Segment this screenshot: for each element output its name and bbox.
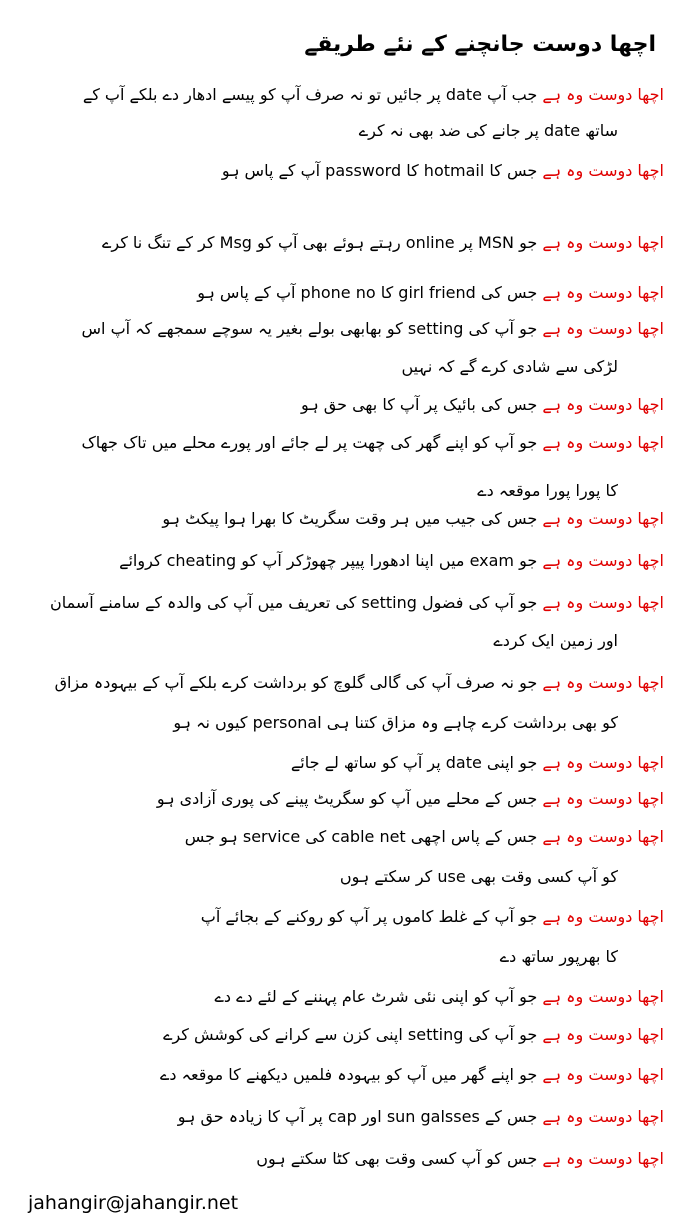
list-item	[201, 906, 664, 928]
item-label: اچھا دوست وہ ہے	[542, 907, 664, 926]
item-text: جو آپ کے غلط کاموں پر آپ کو روکنے کے بجائے آپ	[200, 907, 538, 926]
item-text: کو بھی برداشت کرے چاہے وہ مزاق کتنا ہی personal کیوں نہ ہو	[173, 713, 618, 732]
list-item	[83, 84, 664, 106]
item-text: جو exam میں اپنا ادھورا پیپر چھوڑکر آپ کو cheating کروائے	[119, 551, 538, 570]
page-title: اچھا دوست جانچنے کے نئے طریقے	[304, 32, 656, 57]
item-text: لڑکی سے شادی کرے گے کہ نہیں	[401, 357, 618, 376]
list-item	[291, 752, 664, 774]
item-text: جس کی جیب میں ہر وقت سگریٹ کا بھرا ہوا پیکٹ ہو	[162, 509, 538, 528]
item-text: جو آپ کو اپنی نئی شرٹ عام پہننے کے لئے دے دے	[214, 987, 538, 1006]
item-text: جس کے محلے میں آپ کو سگریٹ پینے کی پوری آزادی ہو	[156, 789, 538, 808]
item-label: اچھا دوست وہ ہے	[542, 1065, 664, 1084]
list-item	[160, 1064, 664, 1086]
item-label: اچھا دوست وہ ہے	[542, 827, 664, 846]
item-text: کا بھرپور ساتھ دے	[499, 947, 618, 966]
list-item	[185, 826, 664, 848]
list-item-continuation	[173, 712, 618, 734]
list-item	[256, 1148, 664, 1170]
item-text: جو آپ کی setting کو بھابھی بولے بغیر یہ سوچے سمجھے کہ آپ اس	[81, 319, 538, 338]
item-label: اچھا دوست وہ ہے	[542, 789, 664, 808]
item-text: جس کی بائیک پر آپ کا بھی حق ہو	[301, 395, 538, 414]
item-text: جس کے پاس اچھی cable net کی service ہو جس	[184, 827, 538, 846]
item-label: اچھا دوست وہ ہے	[542, 433, 664, 452]
list-item	[215, 986, 665, 1008]
list-item	[81, 432, 664, 454]
list-item	[178, 1106, 664, 1128]
item-text: جو آپ کی setting اپنی کزن سے کرانے کی کوشش کرے	[163, 1025, 538, 1044]
item-text: جو اپنی date پر آپ کو ساتھ لے جائے	[290, 753, 538, 772]
list-item	[301, 394, 664, 416]
list-item	[82, 318, 665, 340]
item-label: اچھا دوست وہ ہے	[542, 1107, 664, 1126]
list-item-continuation	[401, 356, 618, 378]
item-label: اچھا دوست وہ ہے	[542, 233, 664, 252]
item-label: اچھا دوست وہ ہے	[542, 753, 664, 772]
item-label: اچھا دوست وہ ہے	[542, 319, 664, 338]
item-label: اچھا دوست وہ ہے	[542, 509, 664, 528]
item-text: جس کو آپ کسی وقت بھی کٹا سکتے ہوں	[256, 1149, 538, 1168]
item-text: جو MSN پر online رہتے ہوئے بھی آپ کو Msg کر کے تنگ نا کرے	[102, 233, 538, 252]
item-text: جب آپ date پر جائیں تو نہ صرف آپ کو پیسے ادھار دے بلکے آپ کے	[82, 85, 538, 104]
list-item-continuation	[359, 120, 618, 142]
item-text: کا پورا پورا موقعہ دے	[477, 481, 618, 500]
list-item	[102, 232, 664, 254]
item-text: کو آپ کسی وقت بھی use کر سکتے ہوں	[339, 867, 618, 886]
item-text: جو اپنے گھر میں آپ کو بیہودہ فلمیں دیکھنے کا موقعہ دے	[160, 1065, 538, 1084]
item-label: اچھا دوست وہ ہے	[542, 85, 664, 104]
item-label: اچھا دوست وہ ہے	[542, 395, 664, 414]
item-label: اچھا دوست وہ ہے	[542, 593, 664, 612]
footer-email: jahangir@jahangir.net	[28, 1192, 239, 1214]
item-text: جس کی girl friend کا phone no آپ کے پاس ہو	[197, 283, 538, 302]
item-text: جس کے sun galsses اور cap پر آپ کا زیادہ حق ہو	[177, 1107, 538, 1126]
item-text: جس کا hotmail کا password آپ کے پاس ہو	[221, 161, 538, 180]
item-label: اچھا دوست وہ ہے	[542, 987, 664, 1006]
list-item-continuation	[477, 480, 618, 502]
list-item-continuation	[493, 630, 618, 652]
list-item	[119, 550, 664, 572]
list-item	[157, 788, 664, 810]
item-label: اچھا دوست وہ ہے	[542, 1025, 664, 1044]
list-item	[162, 508, 664, 530]
list-item-continuation	[340, 866, 618, 888]
item-label: اچھا دوست وہ ہے	[542, 551, 664, 570]
item-text: اور زمین ایک کردے	[493, 631, 618, 650]
item-text: ساتھ date پر جانے کی ضد بھی نہ کرے	[358, 121, 618, 140]
list-item	[55, 672, 664, 694]
item-text: جو آپ کو اپنے گھر کی چھت پر لے جائے اور پورے محلے میں تاک جھاک	[81, 433, 538, 452]
item-text: جو نہ صرف آپ کی گالی گلوچ کو برداشت کرے بلکے آپ کے بیہودہ مزاق	[54, 673, 538, 692]
item-label: اچھا دوست وہ ہے	[542, 1149, 664, 1168]
list-item	[163, 1024, 664, 1046]
list-item	[222, 160, 664, 182]
list-item-continuation	[500, 946, 618, 968]
list-item	[197, 282, 664, 304]
list-item	[50, 592, 664, 614]
item-label: اچھا دوست وہ ہے	[542, 283, 664, 302]
item-text: جو آپ کی فضول setting کی تعریف میں آپ کی والدہ کے سامنے آسمان	[50, 593, 538, 612]
item-label: اچھا دوست وہ ہے	[542, 161, 664, 180]
item-label: اچھا دوست وہ ہے	[542, 673, 664, 692]
